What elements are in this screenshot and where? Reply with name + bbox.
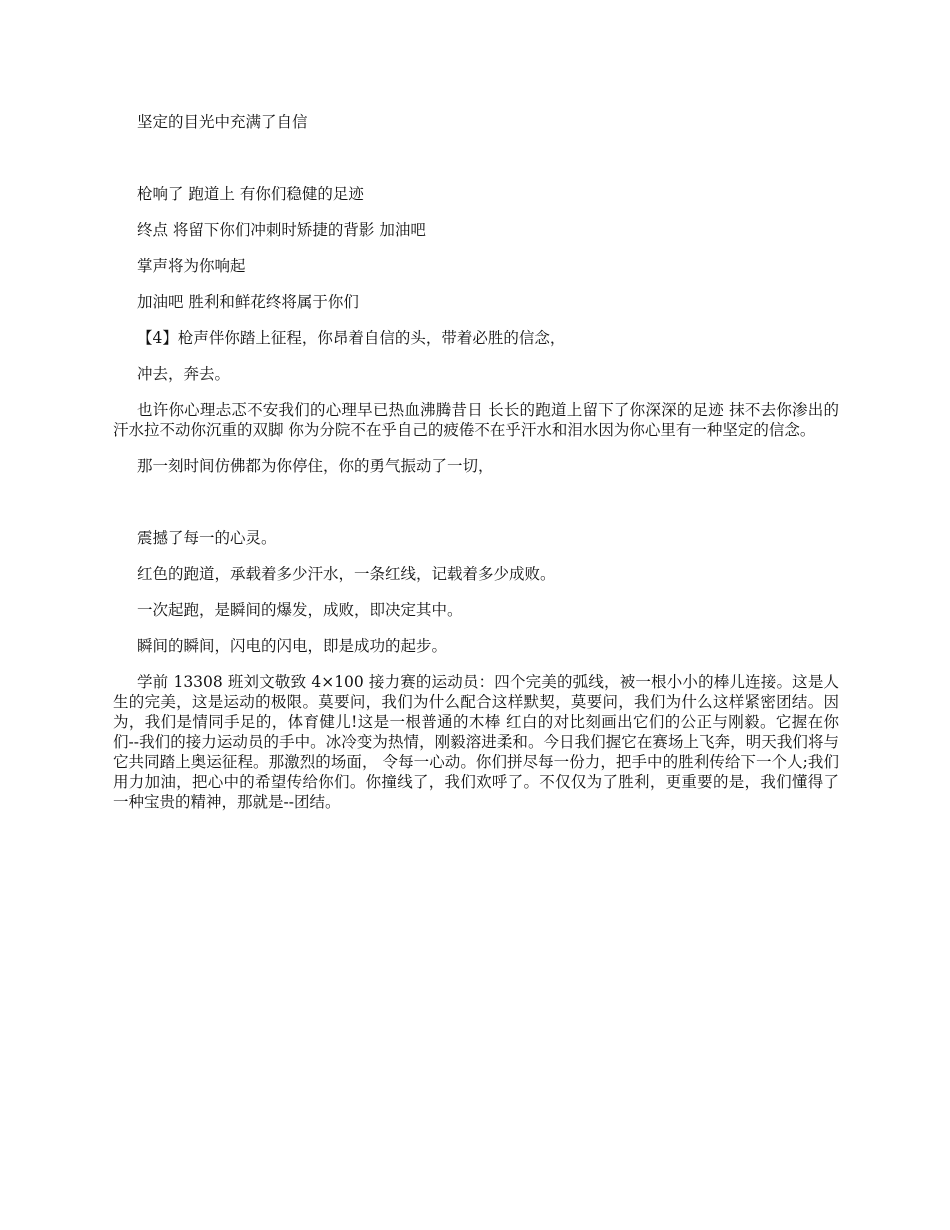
paragraph-1: 坚定的目光中充满了自信 [137, 113, 308, 131]
paragraph-2: 枪响了 跑道上 有你们稳健的足迹 [137, 185, 364, 203]
paragraph-6: 【4】枪声伴你踏上征程，你昂着自信的头，带着必胜的信念， [137, 329, 566, 347]
paragraph-11: 红色的跑道，承载着多少汗水，一条红线，记载着多少成败。 [137, 565, 556, 583]
paragraph-4: 掌声将为你响起 [137, 257, 246, 275]
paragraph-7: 冲去，奔去。 [137, 365, 231, 383]
paragraph-9: 那一刻时间仿佛都为你停住，你的勇气振动了一切， [137, 457, 494, 475]
paragraph-8: 也许你心理忐忑不安我们的心理早已热血沸腾昔日 长长的跑道上留下了你深深的足迹 抹不去你渗出的汗水拉不动你沉重的双脚 你为分院不在乎自己的疲倦不在乎汗水和泪水因为你心里有一种坚定的信念。 [113, 401, 839, 439]
paragraph-5: 加油吧 胜利和鲜花终将属于你们 [137, 293, 359, 311]
paragraph-10: 震撼了每一的心灵。 [137, 529, 277, 547]
paragraph-13: 瞬间的瞬间，闪电的闪电，即是成功的起步。 [137, 637, 448, 655]
document-body [113, 112, 839, 812]
paragraph-3: 终点 将留下你们冲刺时矫捷的背影 加油吧 [137, 221, 426, 239]
paragraph-12: 一次起跑，是瞬间的爆发，成败，即决定其中。 [137, 601, 463, 619]
paragraph-14: 学前 13308 班刘文敬致 4×100 接力赛的运动员：四个完美的弧线，被一根小小的棒儿连接。这是人生的完美，这是运动的极限。莫要问，我们为什么配合这样默契，莫要问，我们为什么这样紧密团结。因为，我们是情同手足的，体育健儿!这是一根普通的木棒 红白的对比刻画出它们的公正与刚毅。它握在你们--我们的接力运动员的手中。冰冷变为热情，刚毅溶进柔和。今日我们握它在赛场上飞奔，明天我们将与它共同踏上奥运征程。那激烈的场面， 令每一心动。你们拼尽每一份力，把手中的胜利传给下一个人;我们用力加油，把心中的希望传给你们。你撞线了，我们欢呼了。不仅仅为了胜利，更重要的是，我们懂得了一种宝贵的精神，那就是--团结。 [113, 673, 839, 811]
